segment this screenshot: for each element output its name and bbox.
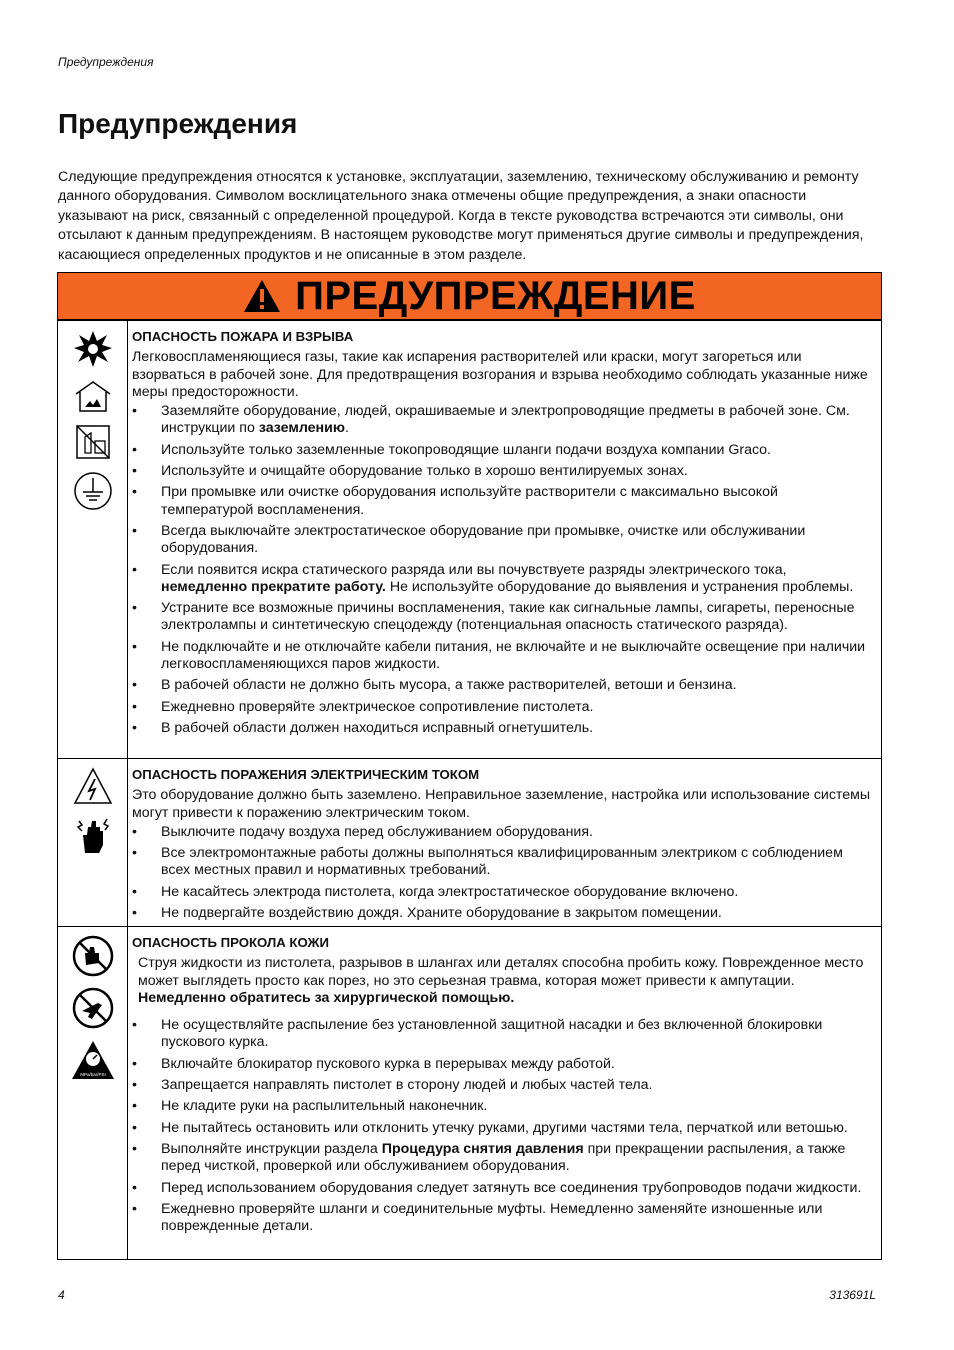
list-item: • Не касайтесь электрода пистолета, когда электростатическое оборудование включено. (132, 884, 873, 901)
high-voltage-icon (73, 767, 113, 805)
injection-content (128, 927, 881, 1259)
list-item: • Всегда выключайте электростатическое оборудование при промывке, очистке или обслуживании оборудования. (132, 523, 873, 558)
list-item: • Не подвергайте воздействию дождя. Храните оборудование в закрытом помещении. (132, 905, 873, 922)
list-item: • Не пытайтесь остановить или отклонить утечку руками, другими частями тела, перчаткой или ветошью. (132, 1120, 873, 1137)
page-number: 4 (58, 1288, 65, 1302)
section-text: Легковоспламеняющиеся газы, такие как испарения растворителей или краски, могут загореться или взорваться в рабочей зоне. Для предотвращения возгорания и взрыва необходимо соблюдать указанные ниже меры предосторожности. (132, 349, 868, 400)
no-open-flame-icon (73, 423, 113, 461)
list-item: • Не подключайте и не отключайте кабели питания, не включайте и не выключайте освещение при наличии легковоспламеняющихся паров жидкости. (132, 639, 873, 674)
fire-content (128, 321, 881, 758)
fire-icons-column (58, 321, 128, 758)
hand-shock-icon (73, 815, 113, 855)
section-title: ОПАСНОСТЬ ПОРАЖЕНИЯ ЭЛЕКТРИЧЕСКИМ ТОКОМ (132, 767, 480, 782)
skin-injection-section (58, 926, 881, 1259)
shock-content (128, 759, 881, 926)
list-item: • Заземляйте оборудование, людей, окрашиваемые и электропроводящие предметы в рабочей зоне. См. инструкции по заземлению. (132, 403, 873, 438)
running-header: Предупреждения (58, 55, 154, 69)
injection-icons-column (58, 927, 128, 1259)
pressure-units-label: MPa/bar/PSI (79, 1072, 106, 1077)
list-item: • Если появится искра статического разряда или вы почувствуете разряды электрического тока, немедленно прекратите работу. Не используйте оборудование до выявления и устранения проблемы. (132, 562, 873, 597)
fire-explosion-section (58, 320, 881, 758)
list-item: • При промывке или очистке оборудования используйте растворители с максимально высокой температурой воспламенения. (132, 484, 873, 519)
no-hand-spray-icon (72, 935, 114, 977)
document-code: 313691L (829, 1288, 876, 1302)
explosion-icon (73, 329, 113, 369)
list-item: • Выключите подачу воздуха перед обслуживанием оборудования. (132, 824, 873, 841)
list-item: • Не осуществляйте распыление без установленной защитной насадки и без включенной блокировки пускового курка. (132, 1017, 873, 1052)
list-item: • Ежедневно проверяйте электрическое сопротивление пистолета. (132, 699, 873, 716)
section-title: ОПАСНОСТЬ ПРОКОЛА КОЖИ (132, 935, 329, 950)
page-title: Предупреждения (58, 108, 298, 139)
shock-bullet-list (132, 824, 873, 922)
list-item: • Выполняйте инструкции раздела Процедура снятия давления при прекращении распыления, а также перед чисткой, проверкой или обслуживанием оборудования. (132, 1141, 873, 1176)
warning-banner-title: ПРЕДУПРЕЖДЕНИЕ (295, 274, 696, 318)
no-spray-gun-icon (72, 987, 114, 1029)
section-text: Струя жидкости из пистолета, разрывов в шлангах или деталях способна пробить кожу. Поврежденное место может выглядеть просто как порез, но это серьезная травма, которая может привести к ампутации. Немедленно обратитесь за хирургической помощью. (138, 955, 864, 1006)
list-item: • Запрещается направлять пистолет в сторону людей и любых частей тела. (132, 1077, 873, 1094)
list-item: • Перед использованием оборудования следует затянуть все соединения трубопроводов подачи жидкости. (132, 1180, 873, 1197)
ground-icon (73, 471, 113, 511)
warning-box (57, 272, 882, 1260)
warning-triangle-icon (243, 279, 281, 313)
list-item: • Не кладите руки на распылительный наконечник. (132, 1098, 873, 1115)
fire-bullet-list (132, 403, 873, 737)
section-title: ОПАСНОСТЬ ПОЖАРА И ВЗРЫВА (132, 329, 354, 344)
injection-bullet-list (132, 1017, 873, 1235)
list-item: • Используйте и очищайте оборудование только в хорошо вентилируемых зонах. (132, 463, 873, 480)
list-item: • В рабочей области должен находиться исправный огнетушитель. (132, 720, 873, 737)
list-item: • В рабочей области не должно быть мусора, а также растворителей, ветоши и бензина. (132, 677, 873, 694)
list-item: • Включайте блокиратор пускового курка в перерывах между работой. (132, 1056, 873, 1073)
intro-paragraph: Следующие предупреждения относятся к установке, эксплуатации, заземлению, техническому обслуживанию и ремонту данного оборудования. Символом восклицательного знака отмечены общие предупреждения, а знаки опасности указывают на риск, связанный с определенной процедурой. Когда в тексте руководства встречаются эти символы, они отсылают к данным предупреждениям. В настоящем руководстве могут применяться другие символы и предупреждения, касающиеся определенных продуктов и не описанные в этом разделе. (58, 169, 864, 263)
list-item: • Устраните все возможные причины воспламенения, такие как сигнальные лампы, сигареты, переносные электролампы и синтетическую спецодежду (потенциальная опасность статического разряда). (132, 600, 873, 635)
list-item: • Используйте только заземленные токопроводящие шланги подачи воздуха компании Graco. (132, 442, 873, 459)
warning-banner (58, 273, 881, 320)
house-fire-icon (73, 379, 113, 413)
section-text: Это оборудование должно быть заземлено. Неправильное заземление, настройка или использование системы могут привести к поражению электрическим током. (132, 787, 871, 821)
list-item: • Все электромонтажные работы должны выполняться квалифицированным электриком с соблюдением всех местных правил и нормативных требований. (132, 845, 873, 880)
electric-shock-section (58, 758, 881, 926)
list-item: • Ежедневно проверяйте шланги и соединительные муфты. Немедленно заменяйте изношенные или поврежденные детали. (132, 1201, 873, 1236)
shock-icons-column (58, 759, 128, 926)
pressure-warning-icon (71, 1039, 115, 1081)
